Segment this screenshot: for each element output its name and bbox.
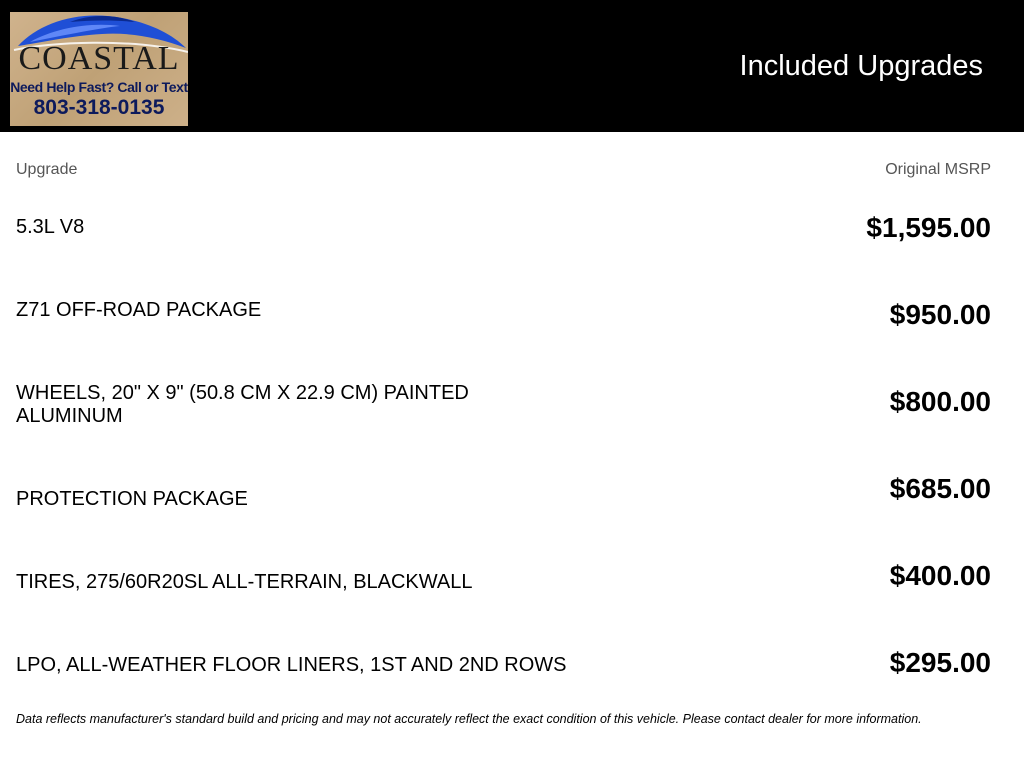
list-item <box>16 461 991 548</box>
upgrades-list <box>16 200 991 722</box>
upgrade-name: 5.3L V8 <box>16 216 85 238</box>
column-header-msrp: Original MSRP <box>885 161 991 178</box>
upgrade-price: $685.00 <box>889 473 991 504</box>
page-title: Included Upgrades <box>739 50 983 82</box>
column-header-upgrade: Upgrade <box>16 161 78 178</box>
logo-tagline: Need Help Fast? Call or Text <box>10 79 188 95</box>
dealer-logo[interactable] <box>10 12 188 126</box>
upgrade-name: LPO, ALL-WEATHER FLOOR LINERS, 1ST AND 2ND ROWS <box>16 654 567 676</box>
upgrade-name: Z71 OFF-ROAD PACKAGE <box>16 299 262 321</box>
upgrade-price: $295.00 <box>889 647 991 678</box>
header-bar <box>0 0 1024 132</box>
logo-brand-text: COASTAL <box>18 40 180 77</box>
upgrade-price: $400.00 <box>889 560 991 591</box>
upgrade-name: WHEELS, 20" X 9" (50.8 CM X 22.9 CM) PAINTED ALUMINUM <box>16 382 469 427</box>
upgrade-price: $800.00 <box>889 386 991 417</box>
list-item <box>16 635 991 722</box>
upgrade-price: $950.00 <box>889 299 991 330</box>
disclaimer-text: Data reflects manufacturer's standard build and pricing and may not accurately reflect the exact condition of this vehicle. Please contact dealer for more information. <box>16 712 922 726</box>
list-item <box>16 287 991 374</box>
list-item <box>16 548 991 635</box>
logo-phone-number[interactable]: 803-318-0135 <box>33 96 165 119</box>
upgrade-name: TIRES, 275/60R20SL ALL-TERRAIN, BLACKWALL <box>16 571 473 593</box>
column-headers <box>16 161 991 181</box>
upgrade-name: PROTECTION PACKAGE <box>16 488 248 510</box>
list-item <box>16 200 991 287</box>
list-item <box>16 374 991 461</box>
upgrade-price: $1,595.00 <box>866 212 991 243</box>
